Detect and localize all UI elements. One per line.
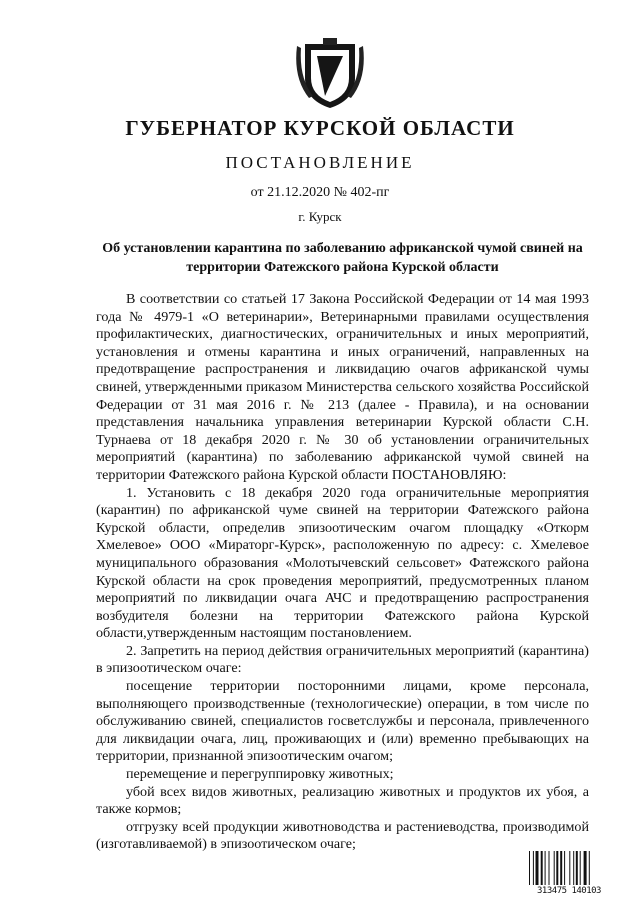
coat-of-arms-icon: [295, 38, 365, 110]
paragraph-item-1: 1. Установить с 18 декабря 2020 года ограничительные мероприятия (карантин) по африканской чуме свиней на территории Фатежского района Курской области, определив эпизоотическим очагом площадку «Откорм Хмелевое» ООО «Мираторг-Курск», расположенную по адресу: с. Хмелевое муниципального образования «Молотычевский сельсовет» Фатежского района Курской области на срок проведения мероприятий, предусмотренных планом мероприятий по ликвидации очага АЧС и предотвращению распространения возбудителя болезни на территории Фатежского района Курской области,утвержденным настоящим постановлением.: [96, 484, 589, 642]
document-type: ПОСТАНОВЛЕНИЕ: [225, 153, 415, 172]
paragraph-ban-shipment: отгрузку всей продукции животноводства и растениеводства, производимой (изготавливаемой) в эпизоотическом очаге;: [96, 818, 589, 853]
barcode-number: 313475 140103: [537, 886, 601, 896]
paragraph-ban-movement: перемещение и перегруппировку животных;: [126, 766, 394, 783]
paragraph-ban-slaughter: убой всех видов животных, реализацию животных и продуктов их убоя, а также кормов;: [96, 783, 589, 818]
document-body: [96, 291, 589, 854]
barcode: [529, 851, 609, 897]
paragraph-ban-visits: посещение территории посторонними лицами, кроме персонала, выполняющего производственные (технологические) операции, в том числе по обслуживанию свиней, специалистов госветслужбы и персонала, привлеченного для ликвидации очага, лиц, проживающих и (или) временно пребывающих на территории, признанной эпизоотическим очагом;: [96, 678, 589, 765]
barcode-icon: [529, 851, 609, 885]
paragraph-preamble: В соответствии со статьей 17 Закона Российской Федерации от 14 мая 1993 года № 4979-1 «О ветеринарии», Ветеринарными правилами осуществления профилактических, диагностических, ограничительных и иных мероприятий, установления и отмены карантина и иных ограничений, направленных на предотвращение распространения и ликвидацию очагов африканской чумы свиней, утвержденными приказом Министерства сельского хозяйства Российской Федерации от 31 мая 2016 г. № 213 (далее - Правила), и на основании представления начальника управления ветеринарии Курской области С.Н. Турнаева от 18 декабря 2020 г. № 30 об установлении ограничительных мероприятий (карантина) по заболеванию африканской чумой свиней на территории Фатежского района Курской области ПОСТАНОВЛЯЮ:: [96, 291, 589, 483]
document-subject: Об установлении карантина по заболеванию африканской чумой свиней на территории Фатежского района Курской области: [102, 241, 583, 275]
paragraph-item-2: 2. Запретить на период действия ограничительных мероприятий (карантина) в эпизоотическом очаге:: [96, 642, 589, 677]
document-city: г. Курск: [298, 209, 342, 224]
document-number: от 21.12.2020 № 402-пг: [250, 185, 390, 200]
governor-title: ГУБЕРНАТОР КУРСКОЙ ОБЛАСТИ: [125, 116, 515, 140]
